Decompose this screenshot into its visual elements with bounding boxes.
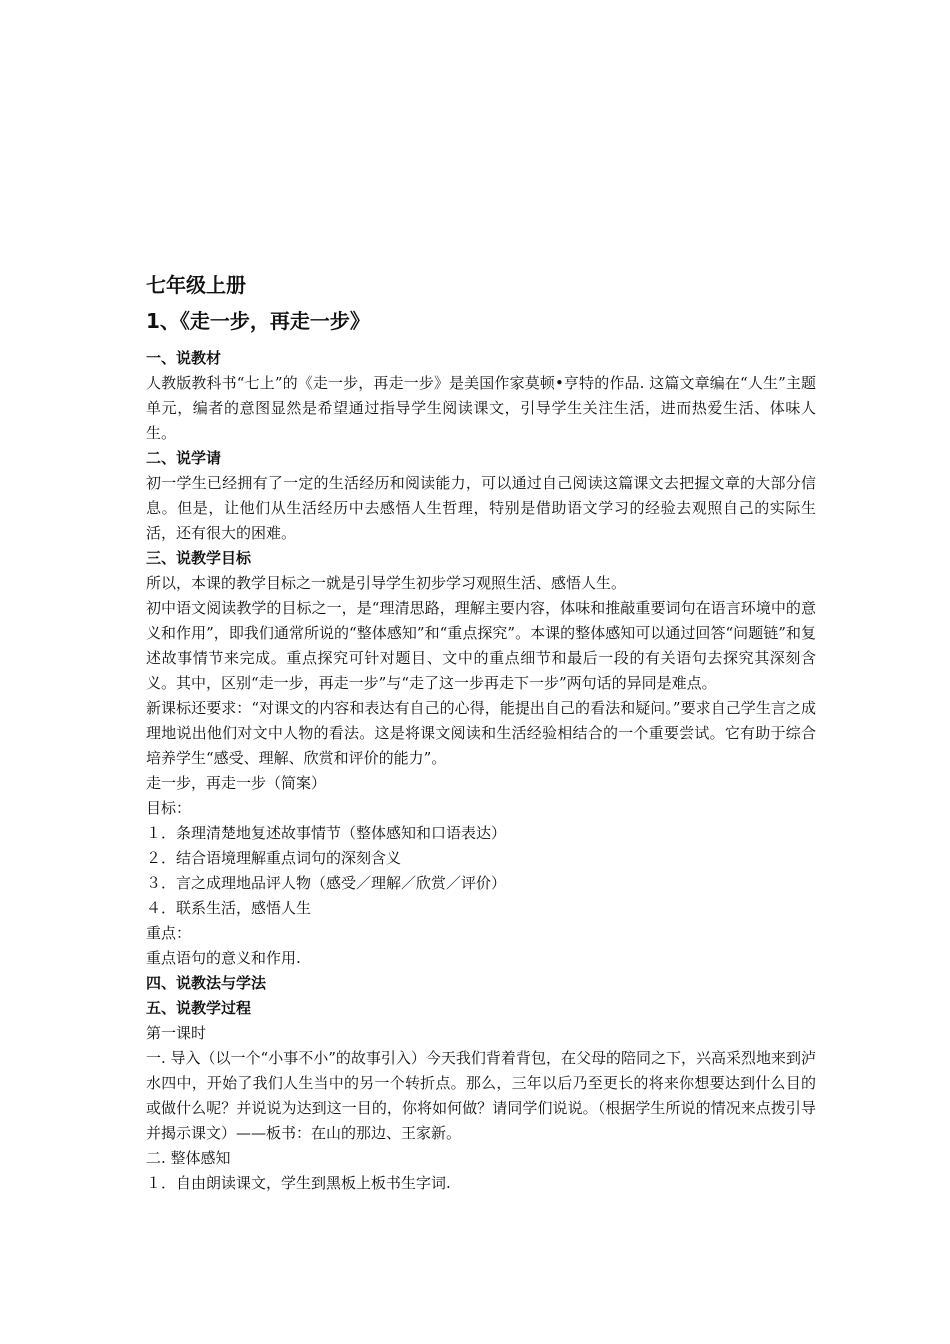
brief-plan-title: 走一步，再走一步（简案） <box>146 774 327 792</box>
lesson-title: 1、《走一步，再走一步》 <box>146 309 370 333</box>
document-body <box>146 270 816 1196</box>
focus-label: 重点： <box>146 924 192 942</box>
class-period-label: 第一课时 <box>146 1024 207 1042</box>
goal-item: １．条理清楚地复述故事情节（整体感知和口语表达） <box>146 824 507 842</box>
students-paragraph: 初一学生已经拥有了一定的生活经历和阅读能力，可以通过自己阅读这篇课文去把握文章的大部分信息。但是，让他们从生活经历中去感悟人生哲理，特别是借助语文学习的经验去观照自己的实际生活，还有很大的困难。 <box>146 474 816 542</box>
textbook-paragraph: 人教版教科书“七上”的《走一步，再走一步》是美国作家莫顿•亨特的作品. 这篇文章编在“人生”主题单元，编者的意图显然是希望通过指导学生阅读课文，引导学生关注生活，进而热爱生活、体味人生。 <box>146 374 816 442</box>
objectives-paragraph-2: 初中语文阅读教学的目标之一，是“理清思路，理解主要内容，体味和推敲重要词句在语言环境中的意义和作用”，即我们通常所说的“整体感知”和“重点探究”。本课的整体感知可以通过回答“问题链”和复述故事情节来完成。重点探究可针对题目、文中的重点细节和最后一段的有关语句去探究其深刻含义。其中，区别“走一步，再走一步”与“走了这一步再走下一步”两句话的异同是难点。 <box>146 599 816 692</box>
objectives-paragraph-3: 新课标还要求：“对课文的内容和表达有自己的心得，能提出自己的看法和疑问。”要求自己学生言之成理地说出他们对文中人物的看法。这是将课文阅读和生活经验相结合的一个重要尝试。它有助于综合培养学生“感受、理解、欣赏和评价的能力”。 <box>146 699 816 767</box>
focus-text: 重点语句的意义和作用. <box>146 949 301 967</box>
intro-paragraph: 一. 导入（以一个“小事不小”的故事引入）今天我们背着背包，在父母的陪同之下，兴高采烈地来到泸水四中，开始了我们人生当中的另一个转折点。那么，三年以后乃至更长的将来你想要达到什么目的或做什么呢？并说说为达到这一目的，你将如何做？请同学们说说。（根据学生所说的情况来点拨引导并揭示课文）——板书：在山的那边、王家新。 <box>146 1049 816 1142</box>
overall-perception-heading: 二. 整体感知 <box>146 1149 231 1167</box>
section-heading-students: 二、说学请 <box>146 449 222 467</box>
goals-label: 目标： <box>146 799 192 817</box>
grade-title: 七年级上册 <box>146 273 246 297</box>
section-heading-objectives: 三、说教学目标 <box>146 549 252 567</box>
goal-item: ２．结合语境理解重点词句的深刻含义 <box>146 849 402 867</box>
section-heading-process: 五、说教学过程 <box>146 999 252 1017</box>
goal-item: ３．言之成理地品评人物（感受／理解／欣赏／评价） <box>146 874 507 892</box>
goal-item: ４．联系生活，感悟人生 <box>146 899 312 917</box>
section-heading-textbook: 一、说教材 <box>146 349 222 367</box>
section-heading-methods: 四、说教法与学法 <box>146 974 267 992</box>
objectives-paragraph-1: 所以，本课的教学目标之一就是引导学生初步学习观照生活、感悟人生。 <box>146 574 627 592</box>
step-item: １．自由朗读课文，学生到黑板上板书生字词. <box>146 1174 451 1192</box>
